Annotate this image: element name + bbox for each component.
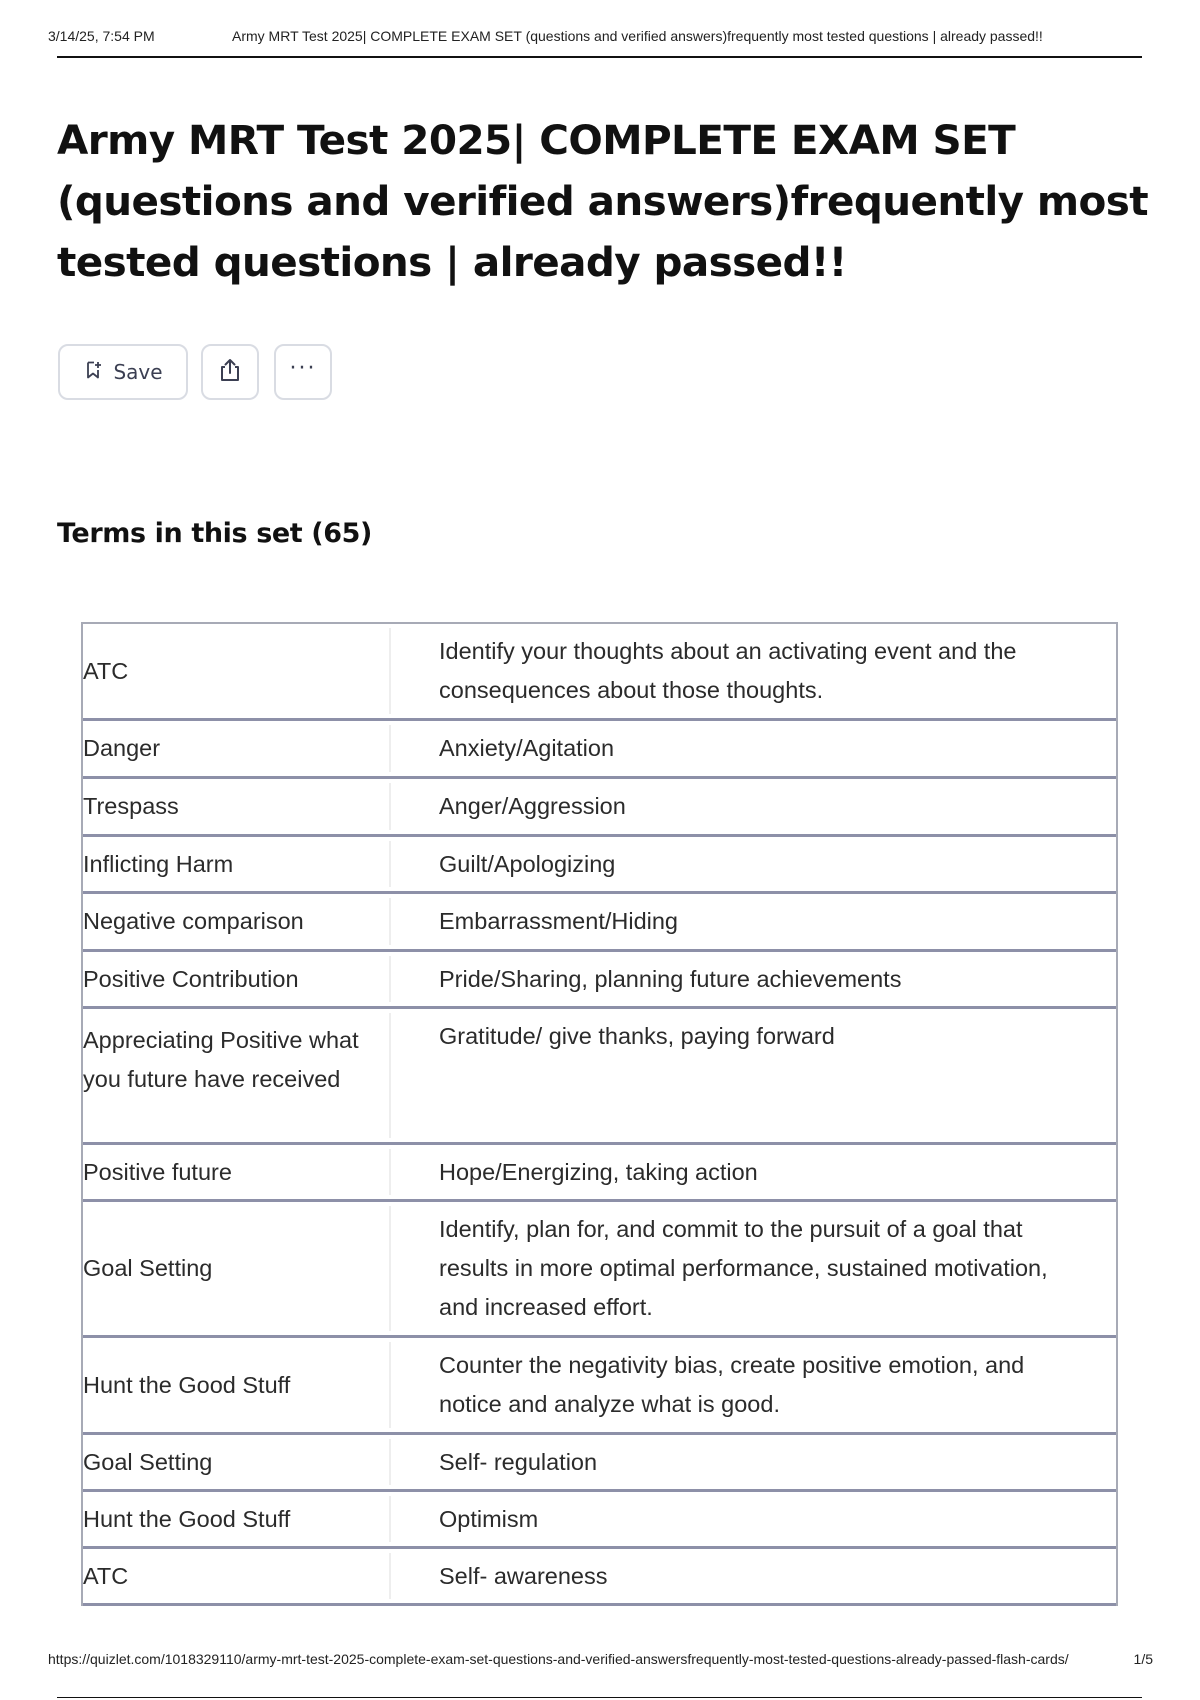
term-text: Positive Contribution [83, 965, 299, 992]
column-divider [389, 1206, 391, 1331]
term-row [81, 779, 1118, 837]
column-divider [389, 1496, 391, 1542]
definition-text: Identify your thoughts about an activating event and the consequences about those thoughts. [439, 638, 1017, 703]
definition-text: Hope/Energizing, taking action [439, 1159, 758, 1185]
column-divider [389, 725, 391, 772]
terms-table [81, 622, 1118, 1606]
definition-text: Gratitude/ give thanks, paying forward [439, 1023, 835, 1049]
term-text: Goal Setting [83, 1255, 213, 1281]
column-divider [389, 783, 391, 830]
column-divider [389, 1013, 391, 1138]
term-row [81, 1202, 1118, 1338]
share-icon [216, 356, 244, 388]
more-button[interactable] [274, 344, 332, 400]
save-button[interactable] [58, 344, 188, 400]
definition-text: Guilt/Apologizing [439, 851, 616, 877]
term-row [81, 952, 1118, 1009]
column-divider [389, 1439, 391, 1485]
term-text: Goal Setting [83, 1448, 213, 1475]
term-row [81, 1338, 1118, 1435]
term-row [81, 1009, 1118, 1145]
term-text: Positive future [83, 1158, 232, 1185]
column-divider [389, 1342, 391, 1428]
term-row [81, 1145, 1118, 1202]
term-row [81, 721, 1118, 779]
column-divider [389, 956, 391, 1002]
term-row [81, 624, 1118, 721]
definition-text: Counter the negativity bias, create positive emotion, and notice and analyze what is good. [439, 1352, 1025, 1417]
term-text: ATC [83, 1562, 129, 1589]
footer-rule [57, 1697, 1142, 1698]
term-row [81, 837, 1118, 894]
term-text: Inflicting Harm [83, 850, 234, 877]
header-rule [57, 56, 1142, 58]
column-divider [389, 628, 391, 714]
save-label: Save [113, 360, 163, 384]
column-divider [389, 1553, 391, 1599]
column-divider [389, 1149, 391, 1195]
definition-text: Self- awareness [439, 1563, 608, 1589]
term-row [81, 894, 1118, 952]
term-text: Danger [83, 735, 161, 761]
term-text: Hunt the Good Stuff [83, 1371, 291, 1398]
column-divider [389, 898, 391, 945]
print-date: 3/14/25, 7:54 PM [48, 28, 155, 44]
page-title: Army MRT Test 2025| COMPLETE EXAM SET (questions and verified answers)frequently most tested questions | already passed!! [57, 116, 1149, 286]
definition-text: Anxiety/Agitation [439, 735, 615, 761]
term-row [81, 1549, 1118, 1606]
definition-text: Self- regulation [439, 1449, 598, 1475]
term-row [81, 1435, 1118, 1492]
term-text: Negative comparison [83, 908, 304, 934]
terms-heading: Terms in this set (65) [57, 518, 372, 549]
term-text: Hunt the Good Stuff [83, 1505, 291, 1532]
page-number: 1/5 [1133, 1651, 1153, 1667]
more-icon: ··· [289, 355, 317, 381]
term-text: Appreciating Positive what you future have received [83, 1027, 359, 1092]
page-url: https://quizlet.com/1018329110/army-mrt-test-2025-complete-exam-set-questions-and-verified-answersfrequently-most-tested-questions-already-passed-flash-cards/ [48, 1651, 1069, 1667]
column-divider [389, 841, 391, 887]
definition-text: Pride/Sharing, planning future achievements [439, 966, 902, 992]
definition-text: Identify, plan for, and commit to the pursuit of a goal that results in more optimal performance, sustained motivation, and increased effort. [439, 1216, 1048, 1320]
term-text: Trespass [83, 793, 179, 819]
definition-text: Optimism [439, 1506, 539, 1532]
share-button[interactable] [201, 344, 259, 400]
print-doc-title: Army MRT Test 2025| COMPLETE EXAM SET (questions and verified answers)frequently most tested questions | already passed!! [232, 28, 1043, 44]
bookmark-add-icon [83, 360, 103, 385]
term-text: ATC [83, 657, 129, 684]
term-row [81, 1492, 1118, 1549]
definition-text: Embarrassment/Hiding [439, 908, 679, 934]
definition-text: Anger/Aggression [439, 793, 626, 819]
